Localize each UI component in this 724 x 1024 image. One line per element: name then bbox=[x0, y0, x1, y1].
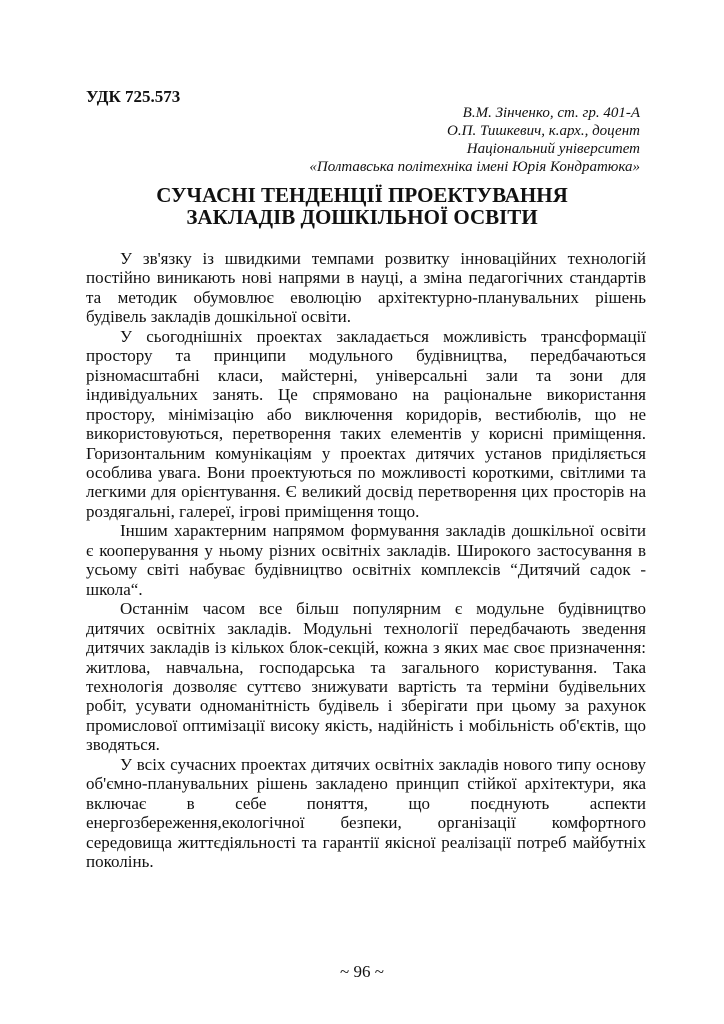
text-line: легкими для орієнтування. Є великий досвід перетворення цих просторів на bbox=[86, 482, 646, 502]
text-line: Горизонтальним комунікаціям у проектах дитячих установ приділяється bbox=[86, 443, 646, 463]
paragraph bbox=[86, 521, 646, 599]
text-line: поколінь. bbox=[86, 852, 154, 872]
title-line-1: СУЧАСНІ ТЕНДЕНЦІЇ ПРОЕКТУВАННЯ bbox=[156, 183, 568, 207]
article-title bbox=[0, 184, 724, 228]
authors-block bbox=[309, 104, 640, 176]
text-line: будівель закладів дошкільної освіти. bbox=[86, 307, 351, 327]
text-line: роздягальні, галереї, ігрові приміщення тощо. bbox=[86, 501, 420, 521]
text-line: дитячих закладів із кількох блок-секцій, кожна з яких має своє призначення: bbox=[86, 638, 646, 658]
affiliation: Національний університет bbox=[466, 141, 640, 157]
paragraph bbox=[86, 327, 646, 522]
text-line: енергозбереження,екологічної безпеки, організації комфортного bbox=[86, 813, 646, 833]
text-line: об'ємно-планувальних рішень закладено принцип стійкої архітектури, яка bbox=[86, 774, 646, 794]
text-line: простору, мінімізацію або виключення коридорів, вестибюлів, що не bbox=[86, 404, 646, 424]
text-line: середовища життєдіяльності та гарантії якісної реалізації потреб майбутніх bbox=[86, 832, 646, 852]
author-2: О.П. Тишкевич, к.арх., доцент bbox=[447, 123, 640, 139]
text-line: У всіх сучасних проектах дитячих освітніх закладів нового типу основу bbox=[120, 754, 646, 774]
text-line: У сьогоднішніх проектах закладається можливість трансформації bbox=[120, 326, 646, 346]
text-line: включає в себе поняття, що поєднують аспекти bbox=[86, 793, 646, 813]
text-line: різномасштабні класи, майстерні, універсальні зали та зони для bbox=[86, 365, 646, 385]
text-line: промислової оптимізації високу якість, надійність і мобільність об'єктів, що bbox=[86, 715, 646, 735]
paragraph bbox=[86, 249, 646, 327]
text-line: особлива увага. Вони проектуються по можливості короткими, світлими та bbox=[86, 462, 646, 482]
article-body bbox=[86, 249, 646, 872]
text-line: використовуються, перетворення таких елементів у корисні приміщення. bbox=[86, 424, 646, 444]
text-line: технологія дозволяє суттєво знижувати вартість та терміни будівельних bbox=[86, 676, 646, 696]
text-line: є кооперування у ньому різних освітніх закладів. Широкого застосування в bbox=[86, 540, 646, 560]
text-line: простору та принципи модульного будівництва, передбачаються bbox=[86, 346, 646, 366]
text-line: зводяться. bbox=[86, 735, 160, 755]
text-line: Іншим характерним напрямом формування закладів дошкільної освіти bbox=[120, 521, 646, 541]
text-line: школа“. bbox=[86, 579, 143, 599]
author-1: В.М. Зінченко, ст. гр. 401-А bbox=[462, 105, 640, 121]
text-line: та методик обумовлює еволюцію архітектурно-планувальних рішень bbox=[86, 287, 646, 307]
text-line: У зв'язку із швидкими темпами розвитку інноваційних технологій bbox=[120, 249, 646, 268]
text-line: житлова, навчальна, господарська та загального користування. Така bbox=[86, 657, 646, 677]
title-line-2: ЗАКЛАДІВ ДОШКІЛЬНОЇ ОСВІТИ bbox=[186, 205, 538, 229]
text-line: постійно виникають нові напрями в науці, а зміна педагогічних стандартів bbox=[86, 268, 646, 288]
text-line: робіт, усувати одноманітність будівель і зберігати при цьому за рахунок bbox=[86, 696, 646, 716]
udk-code: УДК 725.573 bbox=[86, 87, 181, 106]
text-line: усьому світі набуває будівництво освітніх комплексів “Дитячий садок - bbox=[86, 560, 646, 580]
text-line: Останнім часом все більш популярним є модульне будівництво bbox=[120, 599, 646, 619]
affiliation-name: «Полтавська політехніка імені Юрія Кондратюка» bbox=[309, 159, 640, 175]
paragraph bbox=[86, 755, 646, 872]
text-line: індивідуальних занять. Це спрямовано на раціональне використання bbox=[86, 385, 646, 405]
text-line: дитячих освітніх закладів. Модульні технології передбачають зведення bbox=[86, 618, 646, 638]
paragraph bbox=[86, 599, 646, 755]
page-number: ~ 96 ~ bbox=[340, 962, 384, 981]
